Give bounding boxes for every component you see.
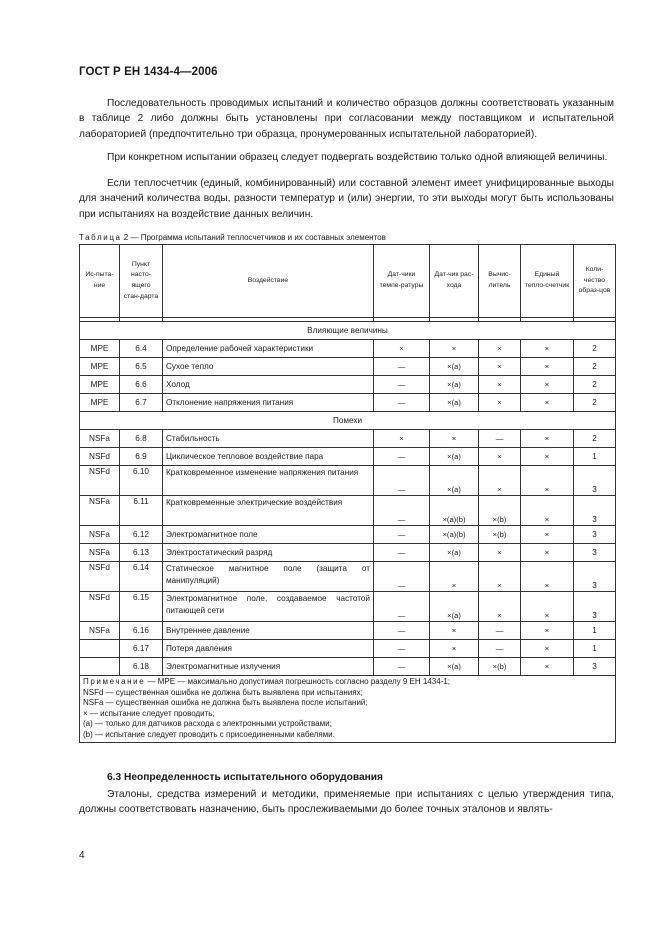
table-note-row <box>80 676 616 743</box>
cell-calc: × <box>479 562 521 592</box>
cell-temp: — <box>374 526 430 544</box>
cell-flow: × <box>430 430 479 448</box>
cell-effect: Кратковременное изменение напряжения питания <box>163 466 374 496</box>
cell-flow: ×(а) <box>430 658 479 676</box>
cell-count: 1 <box>574 622 616 640</box>
table-row <box>80 526 616 544</box>
cell-effect: Потеря давления <box>163 640 374 658</box>
cell-count: 3 <box>574 466 616 496</box>
cell-effect: Электромагнитное поле <box>163 526 374 544</box>
paragraph-single-influence: При конкретном испытании образец следует подвергать воздействию только одной влияющей величины. <box>107 152 608 163</box>
cell-calc: × <box>479 340 521 358</box>
cell-calc: — <box>479 622 521 640</box>
cell-calc: × <box>479 376 521 394</box>
note-line: NSFd — существенная ошибка не должна быть выявлена при испытаниях; <box>83 687 363 697</box>
cell-calc: ×(b) <box>479 526 521 544</box>
cell-flow: ×(а) <box>430 448 479 466</box>
section-title-influence: Влияющие величины <box>80 322 616 340</box>
cell-flow: ×(а) <box>430 592 479 622</box>
table-row <box>80 622 616 640</box>
cell-test <box>80 658 120 676</box>
cell-temp: — <box>374 640 430 658</box>
cell-effect: Стабильность <box>163 430 374 448</box>
cell-calc: × <box>479 544 521 562</box>
cell-clause: 6.11 <box>120 496 163 526</box>
section-row-noise <box>80 412 616 430</box>
cell-temp: — <box>374 376 430 394</box>
note-line: — MPE — максимально допустимая погрешность согласно разделу 9 ЕН 1434-1; <box>145 677 451 686</box>
cell-unit: × <box>521 658 574 676</box>
paragraph-standards: Эталоны, средства измерений и методики, применяемые при испытаниях с целью утверждения типа, должны соответствовать назначению, быть прослеживаемыми до более точных эталонов и являть- <box>79 789 614 816</box>
cell-effect: Кратковременные электрические воздействия <box>163 496 374 526</box>
table-note <box>80 676 616 743</box>
cell-temp: — <box>374 358 430 376</box>
cell-calc: × <box>479 358 521 376</box>
cell-clause: 6.5 <box>120 358 163 376</box>
cell-unit: × <box>521 466 574 496</box>
table-row <box>80 496 616 526</box>
header-sample-count: Коли-чество образ-цов <box>574 245 616 318</box>
cell-flow: ×(а) <box>430 394 479 412</box>
cell-test: NSFd <box>80 466 120 496</box>
cell-temp: — <box>374 496 430 526</box>
cell-clause: 6.14 <box>120 562 163 592</box>
cell-clause: 6.12 <box>120 526 163 544</box>
cell-count: 3 <box>574 496 616 526</box>
table-caption <box>79 233 386 242</box>
cell-clause: 6.13 <box>120 544 163 562</box>
cell-temp: — <box>374 622 430 640</box>
cell-test: NSFa <box>80 496 120 526</box>
cell-effect: Электромагнитные излучения <box>163 658 374 676</box>
cell-clause: 6.10 <box>120 466 163 496</box>
cell-clause: 6.7 <box>120 394 163 412</box>
cell-count: 3 <box>574 658 616 676</box>
table-row <box>80 394 616 412</box>
header-test: Ис-пыта-ние <box>80 245 120 318</box>
page-number: 4 <box>79 850 85 861</box>
cell-calc: × <box>479 448 521 466</box>
cell-effect: Холод <box>163 376 374 394</box>
cell-flow: × <box>430 640 479 658</box>
cell-test: NSFd <box>80 592 120 622</box>
cell-count: 3 <box>574 544 616 562</box>
cell-effect: Статическое магнитное поле (защита от манипуляций) <box>163 562 374 592</box>
cell-count: 2 <box>574 394 616 412</box>
cell-effect: Отклонение напряжения питания <box>163 394 374 412</box>
note-label: Примечание <box>83 677 146 686</box>
cell-temp: — <box>374 544 430 562</box>
cell-calc: — <box>479 430 521 448</box>
cell-temp: — <box>374 466 430 496</box>
cell-test: NSFd <box>80 562 120 592</box>
cell-calc: × <box>479 466 521 496</box>
table-row <box>80 592 616 622</box>
table-row <box>80 430 616 448</box>
cell-effect: Электромагнитное поле, создаваемое частотой питающей сети <box>163 592 374 622</box>
cell-effect: Циклическое тепловое воздействие пара <box>163 448 374 466</box>
cell-test <box>80 640 120 658</box>
cell-flow: ×(а) <box>430 358 479 376</box>
cell-effect: Электростатический разряд <box>163 544 374 562</box>
cell-test: NSFa <box>80 526 120 544</box>
cell-test: NSFa <box>80 430 120 448</box>
cell-calc: ×(b) <box>479 658 521 676</box>
cell-unit: × <box>521 640 574 658</box>
table-row <box>80 658 616 676</box>
section-row-influence <box>80 322 616 340</box>
cell-count: 3 <box>574 526 616 544</box>
cell-unit: × <box>521 526 574 544</box>
cell-flow: ×(а) <box>430 544 479 562</box>
cell-flow: × <box>430 562 479 592</box>
cell-count: 3 <box>574 562 616 592</box>
cell-clause: 6.18 <box>120 658 163 676</box>
note-line: × — испытание следует проводить; <box>83 708 215 718</box>
table-row <box>80 340 616 358</box>
note-line: NSFa — существенная ошибка не должна быть выявлена после испытаний; <box>83 698 368 708</box>
cell-count: 2 <box>574 340 616 358</box>
header-flow-sensor: Дат-чик рас-хода <box>430 245 479 318</box>
cell-flow: ×(а) <box>430 376 479 394</box>
cell-clause: 6.8 <box>120 430 163 448</box>
cell-unit: × <box>521 562 574 592</box>
table-header-row <box>80 245 616 318</box>
cell-clause: 6.6 <box>120 376 163 394</box>
cell-clause: 6.16 <box>120 622 163 640</box>
cell-temp: × <box>374 340 430 358</box>
cell-test: MPE <box>80 376 120 394</box>
cell-test: NSFa <box>80 544 120 562</box>
header-temp-sensors: Дат-чики темпе-ратуры <box>374 245 430 318</box>
header-clause: Пункт насто-ящего стан-дарта <box>120 245 163 318</box>
test-program-table <box>79 244 616 743</box>
cell-test: MPE <box>80 340 120 358</box>
cell-test: NSFa <box>80 622 120 640</box>
cell-test: NSFd <box>80 448 120 466</box>
document-header: ГОСТ Р ЕН 1434-4—2006 <box>79 66 218 78</box>
table-row <box>80 466 616 496</box>
cell-flow: × <box>430 340 479 358</box>
table-row <box>80 448 616 466</box>
cell-count: 2 <box>574 376 616 394</box>
note-line: (а) — только для датчиков расхода с электронными устройствами; <box>83 719 332 729</box>
table-row <box>80 562 616 592</box>
table-row <box>80 640 616 658</box>
cell-temp: — <box>374 394 430 412</box>
section-heading: 6.3 Неопределенность испытательного оборудования <box>107 772 384 783</box>
cell-effect: Определение рабочей характеристики <box>163 340 374 358</box>
cell-unit: × <box>521 592 574 622</box>
cell-count: 3 <box>574 592 616 622</box>
cell-calc: × <box>479 394 521 412</box>
cell-unit: × <box>521 340 574 358</box>
cell-flow: ×(а)(b) <box>430 496 479 526</box>
paragraph-test-sequence: Последовательность проводимых испытаний и количество образцов должны соответствовать указанным в таблице 2 либо должны быть установлены при согласовании между поставщиком и испытательной лабораторией (предпочтительно три образца, пронумерованных испытательной лабораторией). <box>79 98 614 140</box>
cell-temp: — <box>374 658 430 676</box>
cell-calc: × <box>479 592 521 622</box>
cell-effect: Сухое тепло <box>163 358 374 376</box>
table-row <box>80 544 616 562</box>
cell-unit: × <box>521 622 574 640</box>
cell-flow: × <box>430 622 479 640</box>
cell-unit: × <box>521 544 574 562</box>
cell-test: MPE <box>80 394 120 412</box>
cell-count: 2 <box>574 358 616 376</box>
cell-calc: ×(b) <box>479 496 521 526</box>
cell-clause: 6.9 <box>120 448 163 466</box>
header-complete-meter: Единый тепло-счетчик <box>521 245 574 318</box>
section-title-noise: Помехи <box>80 412 616 430</box>
cell-unit: × <box>521 496 574 526</box>
cell-flow: ×(а) <box>430 466 479 496</box>
cell-effect: Внутреннее давление <box>163 622 374 640</box>
cell-unit: × <box>521 376 574 394</box>
cell-count: 1 <box>574 640 616 658</box>
table-caption-label: Таблица <box>79 233 122 242</box>
cell-unit: × <box>521 358 574 376</box>
cell-temp: — <box>374 592 430 622</box>
cell-test: MPE <box>80 358 120 376</box>
cell-clause: 6.17 <box>120 640 163 658</box>
table-row <box>80 376 616 394</box>
table-caption-text: 2 — Программа испытаний теплосчетчиков и их составных элементов <box>121 233 386 242</box>
paragraph-unified-outputs: Если теплосчетчик (единый, комбинированный) или составной элемент имеет унифицированные выходы для значений количества воды, разности температур и (или) энергии, то эти выходы могут быть использованы при испытаниях на воздействие данных величин. <box>79 178 614 220</box>
cell-unit: × <box>521 448 574 466</box>
cell-count: 1 <box>574 448 616 466</box>
cell-temp: — <box>374 448 430 466</box>
cell-count: 2 <box>574 430 616 448</box>
cell-temp: — <box>374 562 430 592</box>
cell-temp: × <box>374 430 430 448</box>
cell-calc: — <box>479 640 521 658</box>
cell-flow: ×(а)(b) <box>430 526 479 544</box>
cell-clause: 6.15 <box>120 592 163 622</box>
note-line: (b) — испытание следует проводить с присоединенными кабелями. <box>83 729 335 739</box>
cell-clause: 6.4 <box>120 340 163 358</box>
cell-unit: × <box>521 430 574 448</box>
cell-unit: × <box>521 394 574 412</box>
header-calculator: Вычис-литель <box>479 245 521 318</box>
header-effect: Воздействие <box>163 245 374 318</box>
table-row <box>80 358 616 376</box>
